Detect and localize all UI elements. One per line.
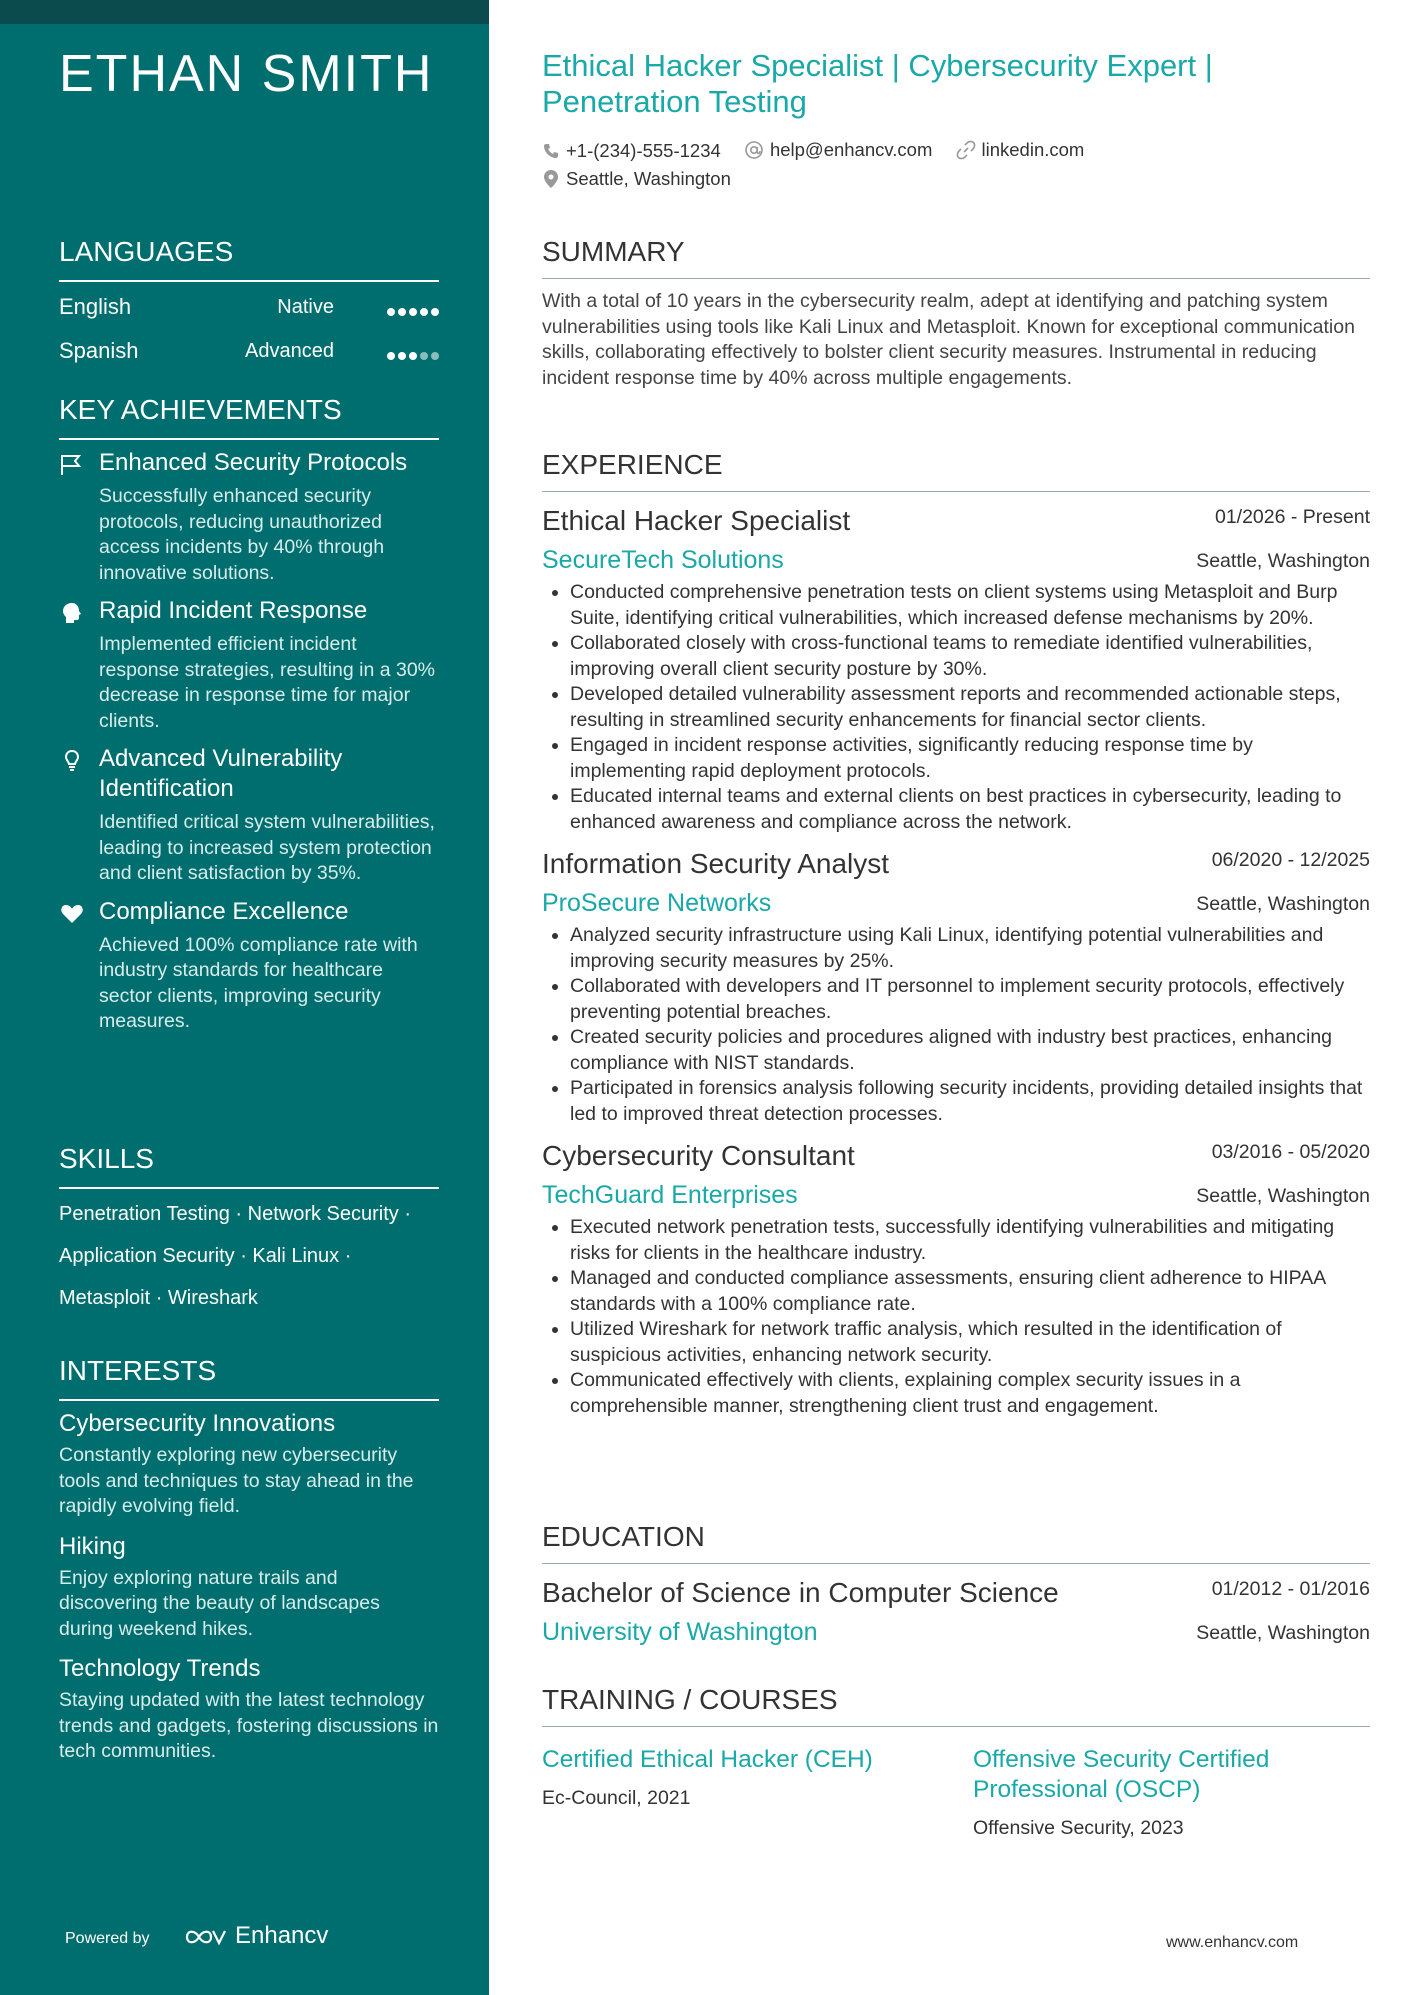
skills-line: Application Security · Kali Linux · — [59, 1245, 352, 1267]
proficiency-dot — [398, 308, 406, 316]
heart-icon — [59, 901, 85, 927]
language-name: English — [59, 294, 132, 319]
proficiency-dot-empty — [431, 352, 439, 360]
training-section — [542, 1684, 1370, 1855]
proficiency-dot — [409, 308, 417, 316]
job-title: Information Security Analyst — [542, 848, 890, 879]
proficiency-dot — [387, 308, 395, 316]
skills-line: Penetration Testing · Network Security · — [59, 1203, 412, 1225]
job-bullets — [542, 923, 1370, 1127]
language-proficiency-dots — [384, 296, 439, 322]
interest-title: Hiking — [59, 1532, 126, 1560]
interest-title: Technology Trends — [59, 1655, 261, 1682]
degree-title: Bachelor of Science in Computer Science — [542, 1577, 1059, 1608]
language-row — [59, 330, 439, 374]
achievement-item — [59, 744, 439, 887]
school-name: University of Washington — [542, 1618, 818, 1646]
contact-phone[interactable] — [542, 137, 721, 165]
proficiency-dot — [398, 352, 406, 360]
achievement-title: Rapid Incident Response — [99, 597, 368, 624]
proficiency-dot — [420, 308, 428, 316]
contact-location — [542, 165, 731, 193]
job-bullets — [542, 580, 1370, 835]
job-title: Ethical Hacker Specialist — [542, 505, 851, 536]
footer-website-link[interactable]: www.enhancv.com — [1166, 1934, 1299, 1951]
job-title: Cybersecurity Consultant — [542, 1140, 855, 1171]
achievement-description: Implemented efficient incident response strategies, resulting in a 30% decrease in response time for major clients. — [99, 633, 436, 732]
training-heading: TRAINING / COURSES — [542, 1684, 1370, 1727]
language-level: Advanced — [245, 340, 334, 362]
course-title: Certified Ethical Hacker (CEH) — [542, 1746, 873, 1773]
education-entry — [542, 1574, 1370, 1648]
job-location: Seattle, Washington — [1196, 893, 1370, 915]
interest-title: Cybersecurity Innovations — [59, 1410, 336, 1437]
proficiency-dot — [387, 352, 395, 360]
job-bullet: • Created security policies and procedures aligned with industry best practices, enhancing compliance with NIST standards. — [570, 1025, 1370, 1076]
contact-email[interactable] — [744, 136, 932, 164]
job-dates: 03/2016 - 05/2020 — [1211, 1141, 1370, 1163]
achievement-title: Compliance Excellence — [99, 897, 349, 925]
skills-section — [59, 1143, 459, 1319]
contact-info — [542, 136, 1342, 194]
course-item — [542, 1745, 922, 1811]
summary-text: With a total of 10 years in the cybersecurity realm, adept at identifying and patching system vulnerabilities using tools like Kali Linux and Metasploit. Known for exceptional communication skills, collaborating effectively to bolster client security measures. Instrumental in reducing incident response time by 40% across multiple engagements. — [542, 290, 1355, 389]
achievement-description: Successfully enhanced security protocols, reducing unauthorized access incidents by 40% through innovative solutions. — [99, 485, 385, 584]
job-bullet: • Executed network penetration tests, successfully identifying vulnerabilities and mitigating risks for clients in the healthcare industry. — [570, 1215, 1370, 1266]
interests-section — [59, 1355, 439, 1765]
location-pin-icon — [542, 169, 560, 189]
job-bullet: • Collaborated with developers and IT personnel to implement security protocols, effectively preventing potential breaches. — [570, 974, 1370, 1025]
proficiency-dot — [431, 308, 439, 316]
summary-heading: SUMMARY — [542, 236, 1370, 279]
experience-heading: EXPERIENCE — [542, 449, 1370, 492]
job-bullet: • Conducted comprehensive penetration tests on client systems using Metasploit and Burp Suite, identifying critical vulnerabilities, which increased defense mechanisms by 20%. — [570, 580, 1370, 631]
job-entry — [542, 502, 1370, 835]
job-company: SecureTech Solutions — [542, 546, 784, 574]
interest-item — [59, 1530, 439, 1643]
job-bullet: • Communicated effectively with clients, explaining complex security issues in a comprehensible manner, strengthening client trust and engagement. — [570, 1368, 1370, 1419]
interests-heading: INTERESTS — [59, 1355, 439, 1401]
job-location: Seattle, Washington — [1196, 1185, 1370, 1207]
achievement-item — [59, 897, 439, 1035]
phone-text: +1-(234)-555-1234 — [566, 140, 721, 161]
language-proficiency-dots — [384, 340, 439, 366]
email-text: help@enhancv.com — [769, 139, 933, 160]
achievement-description: Identified critical system vulnerabilities, leading to increased system protection and client satisfaction by 35%. — [99, 811, 435, 884]
enhancv-logo-icon — [183, 1925, 229, 1949]
education-heading: EDUCATION — [542, 1521, 1370, 1564]
job-dates: 06/2020 - 12/2025 — [1211, 849, 1370, 871]
course-title: Offensive Security Certified Professional (OSCP) — [973, 1746, 1270, 1803]
job-bullet: • Analyzed security infrastructure using Kali Linux, identifying potential vulnerabilities and improving security measures by 25%. — [570, 923, 1370, 974]
contact-linkedin[interactable] — [956, 136, 1085, 164]
link-icon — [956, 140, 976, 160]
skills-line: Metasploit · Wireshark — [59, 1287, 258, 1309]
interest-description: Constantly exploring new cybersecurity tools and techniques to stay ahead in the rapidly evolving field. — [59, 1444, 414, 1517]
flag-icon — [59, 452, 85, 478]
job-bullet: • Managed and conducted compliance assessments, ensuring client adherence to HIPAA standards with a 100% compliance rate. — [570, 1266, 1370, 1317]
skills-list — [59, 1193, 459, 1319]
candidate-name: ETHAN SMITH — [59, 45, 434, 103]
languages-section — [59, 236, 439, 374]
achievement-description: Achieved 100% compliance rate with industry standards for healthcare sector clients, improving security measures. — [99, 933, 418, 1032]
course-provider: Ec-Council, 2021 — [542, 1787, 691, 1809]
linkedin-text: linkedin.com — [981, 139, 1085, 160]
proficiency-dot — [409, 352, 417, 360]
skills-heading: SKILLS — [59, 1143, 439, 1189]
interest-description: Enjoy exploring nature trails and discovering the beauty of landscapes during weekend hikes. — [59, 1566, 380, 1640]
school-location: Seattle, Washington — [1196, 1622, 1370, 1644]
course-item — [973, 1745, 1353, 1841]
job-dates: 01/2026 - Present — [1214, 506, 1370, 528]
enhancv-logo-text: Enhancv — [235, 1922, 329, 1949]
phone-icon — [542, 142, 560, 160]
job-bullet: • Participated in forensics analysis following security incidents, providing detailed insights that led to improved threat detection processes. — [570, 1076, 1370, 1127]
interest-description: Staying updated with the latest technology trends and gadgets, fostering discussions in tech communities. — [59, 1689, 439, 1762]
summary-section — [542, 236, 1370, 391]
job-bullet: • Collaborated closely with cross-functional teams to remediate identified vulnerabilities, improving overall client security posture by 30%. — [570, 631, 1370, 682]
proficiency-dot-empty — [420, 352, 428, 360]
job-bullet: • Educated internal teams and external clients on best practices in cybersecurity, leading to enhanced awareness and compliance across the network. — [570, 784, 1370, 835]
sidebar-top-strip — [0, 0, 489, 24]
brain-icon — [59, 600, 85, 626]
achievement-title: Advanced Vulnerability Identification — [99, 745, 343, 802]
experience-section — [542, 449, 1370, 1419]
interest-item — [59, 1652, 439, 1765]
job-bullet: • Developed detailed vulnerability assessment reports and recommended actionable steps, resulting in streamlined security enhancements for financial sector clients. — [570, 682, 1370, 733]
interest-item — [59, 1407, 439, 1520]
achievement-item — [59, 596, 439, 734]
courses-grid — [542, 1745, 1370, 1855]
language-level: Native — [277, 296, 334, 318]
education-dates: 01/2012 - 01/2016 — [1211, 1578, 1370, 1600]
job-bullet: • Utilized Wireshark for network traffic analysis, which resulted in the identification of suspicious activities, enhancing network security. — [570, 1317, 1370, 1368]
achievement-item — [59, 448, 439, 586]
enhancv-logo[interactable] — [183, 1922, 328, 1950]
achievement-title: Enhanced Security Protocols — [99, 449, 408, 476]
language-row — [59, 286, 439, 330]
course-provider: Offensive Security, 2023 — [973, 1817, 1184, 1839]
job-company: ProSecure Networks — [542, 889, 772, 917]
location-text: Seattle, Washington — [566, 168, 731, 189]
job-entry — [542, 845, 1370, 1127]
job-bullet: • Engaged in incident response activities, significantly reducing response time by implementing rapid deployment protocols. — [570, 733, 1370, 784]
job-company: TechGuard Enterprises — [542, 1181, 798, 1209]
job-location: Seattle, Washington — [1196, 550, 1370, 572]
achievements-section — [59, 394, 439, 1035]
languages-heading: LANGUAGES — [59, 236, 439, 282]
job-bullets — [542, 1215, 1370, 1419]
achievements-heading: KEY ACHIEVEMENTS — [59, 394, 439, 440]
headline: Ethical Hacker Specialist | Cybersecurity Expert | Penetration Testing — [542, 48, 1213, 119]
at-icon — [744, 140, 764, 160]
sidebar — [0, 0, 489, 1995]
language-name: Spanish — [59, 338, 139, 363]
job-entry — [542, 1137, 1370, 1419]
lightbulb-icon — [59, 748, 85, 774]
powered-by-label: Powered by — [65, 1930, 150, 1947]
education-section — [542, 1521, 1370, 1648]
